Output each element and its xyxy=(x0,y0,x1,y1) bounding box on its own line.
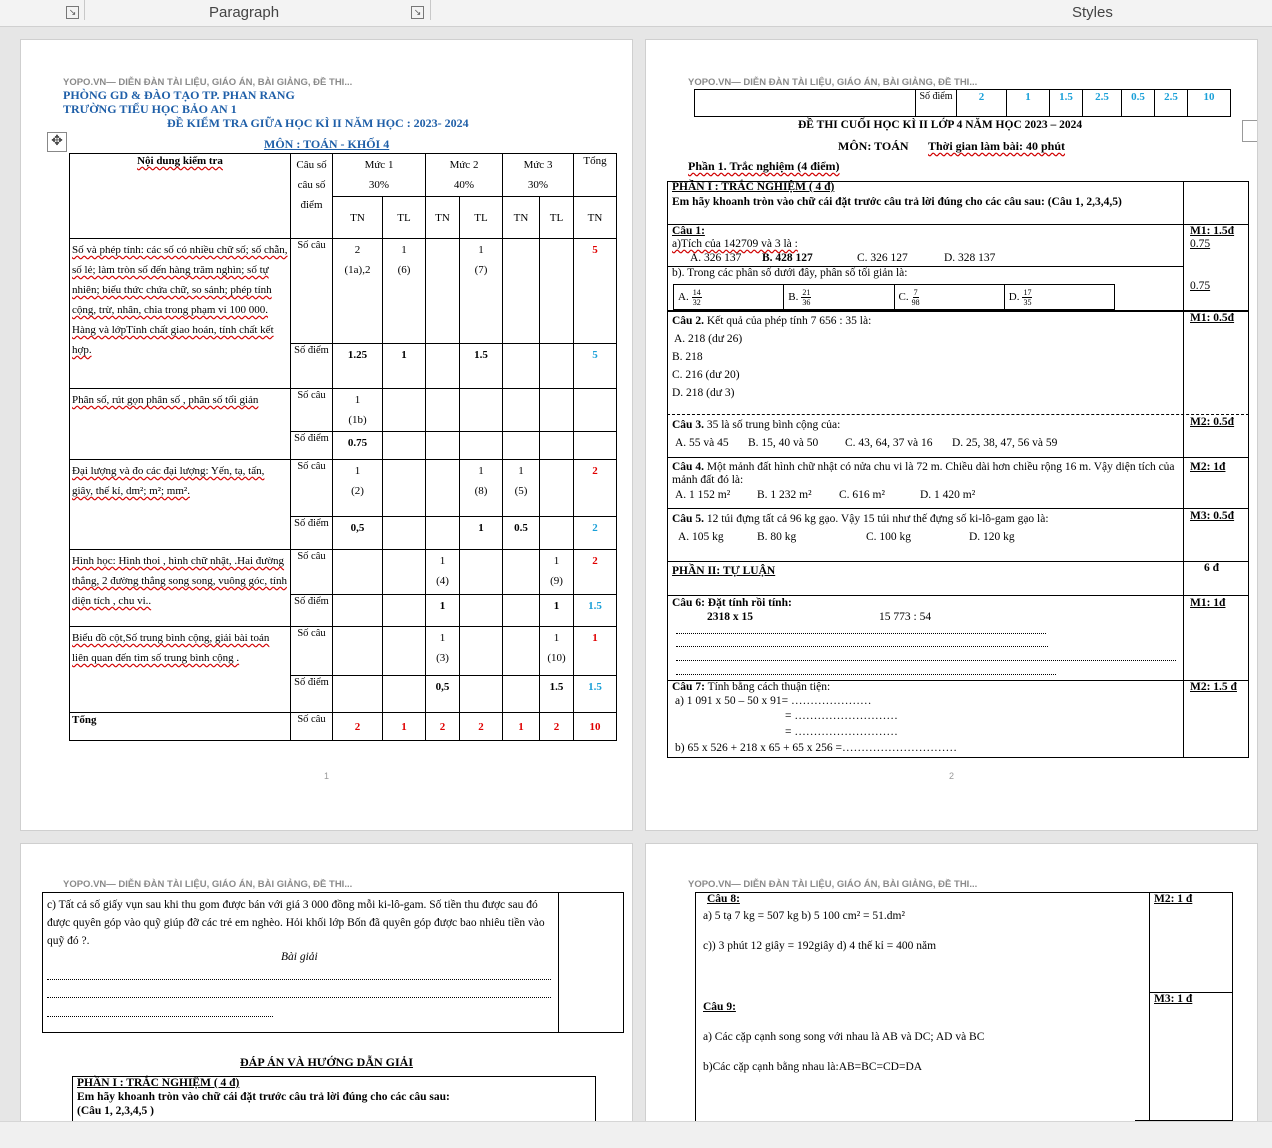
matrix-cell xyxy=(333,676,383,713)
question-5-level: M3: 0.5đ xyxy=(1190,510,1235,522)
fraction-options xyxy=(673,284,1115,310)
matrix-cell: 1 (10) xyxy=(540,627,574,676)
site-header: YOPO.VN— DIỄN ĐÀN TÀI LIỆU, GIÁO ÁN, BÀI GIẢNG, ĐỀ THI... xyxy=(688,77,978,88)
document-page-3[interactable] xyxy=(20,843,633,1135)
score-blank-cell xyxy=(695,90,916,117)
q3-option-a[interactable]: A. 55 và 45 xyxy=(675,437,729,449)
matrix-cell xyxy=(383,432,426,460)
matrix-cell xyxy=(503,595,540,627)
header-level3: Mức 3 xyxy=(523,159,553,171)
matrix-cell xyxy=(333,595,383,627)
matrix-cell xyxy=(383,676,426,713)
question-4-level: M2: 1đ xyxy=(1190,461,1226,473)
header-tn: TN xyxy=(333,197,383,239)
q1b-option-c[interactable]: C. $\frac{7}{98}$ xyxy=(895,285,1005,309)
question-2: Câu 2. Kết quả của phép tính 7 656 : 35 là: xyxy=(672,315,872,327)
fraction-denominator: 35 xyxy=(1023,297,1032,307)
document-page-2[interactable] xyxy=(645,39,1258,831)
matrix-cell: 1 xyxy=(540,595,574,627)
question-type-label: Số câu xyxy=(291,627,333,676)
layout-options-icon[interactable] xyxy=(1242,120,1258,142)
matrix-cell: 1 (5) xyxy=(503,460,540,517)
matrix-cell xyxy=(503,239,540,344)
fraction-numerator: 14 xyxy=(692,287,701,297)
matrix-cell xyxy=(333,627,383,676)
matrix-cell xyxy=(426,344,460,389)
question-4: Câu 4. Một mảnh đất hình chữ nhật có nửa chu vi là 72 m. Chiều dài hơn chiều rộng 16 m. Vậy diện tích của mảnh đất đó là: xyxy=(672,461,1175,486)
time-limit: Thời gian làm bài: 40 phút xyxy=(928,139,1066,153)
question-1a: a)Tích của 142709 và 3 là : xyxy=(672,238,798,250)
word-problem-text: c) Tất cả số giấy vụn sau khi thu gom được bán với giá 3 000 đồng mỗi ki-lô-gam. Số tiền thu được sau đó được quyên góp vào quỹ giúp đỡ các trẻ em nghèo. Hỏi khối lớp Bốn đã quyên góp được bao nhiêu tiền vào quỹ đó ?. xyxy=(47,899,545,947)
site-header: YOPO.VN— DIỄN ĐÀN TÀI LIỆU, GIÁO ÁN, BÀI GIẢNG, ĐỀ THI... xyxy=(688,879,978,890)
section1-title: PHẦN I : TRẮC NGHIỆM ( 4 đ) xyxy=(672,181,835,193)
q1a-option-c[interactable]: C. 326 127 xyxy=(857,252,908,264)
subject: MÔN: TOÁN xyxy=(838,139,909,153)
fraction-denominator: 32 xyxy=(692,297,701,307)
styles-group-label: Styles xyxy=(1072,4,1113,21)
matrix-cell: 1 (6) xyxy=(383,239,426,344)
header-level1-pct: 30% xyxy=(368,179,390,191)
question-6-a: 2318 x 15 xyxy=(707,611,753,623)
matrix-cell xyxy=(540,460,574,517)
question-type-label: Số câu xyxy=(291,460,333,517)
q5-option-b[interactable]: B. 80 kg xyxy=(757,531,797,543)
header-level2: Mức 2 xyxy=(449,159,479,171)
header-question: Câu số câu số điểm xyxy=(291,154,333,239)
q4-option-a[interactable]: A. 1 152 m² xyxy=(675,489,731,501)
instruction: Em hãy khoanh tròn vào chữ cái đặt trước câu trả lời đúng cho các câu sau: (Câu 1, 2,3,4,5) xyxy=(672,196,1122,208)
fraction-numerator: 21 xyxy=(802,287,811,297)
matrix-cell: 1 (9) xyxy=(540,550,574,595)
matrix-cell xyxy=(460,676,503,713)
question-type-label: Số câu xyxy=(291,550,333,595)
ribbon xyxy=(0,0,1272,27)
question-type-label: Số điểm xyxy=(291,595,333,627)
exam-title: ĐỀ THI CUỐI HỌC KÌ II LỚP 4 NĂM HỌC 2023 – 2024 xyxy=(798,119,1083,131)
total-cell: 10 xyxy=(574,713,617,741)
header-tn: TN xyxy=(503,197,540,239)
question-7: Câu 7: Tính bằng cách thuận tiện: xyxy=(672,681,831,693)
matrix-cell xyxy=(503,432,540,460)
question-1-label: Câu 1: xyxy=(672,225,705,237)
matrix-cell: 1 xyxy=(383,344,426,389)
matrix-cell: 1.25 xyxy=(333,344,383,389)
question-7-level: M2: 1.5 đ xyxy=(1190,681,1237,693)
ribbon-separator xyxy=(430,0,431,20)
paragraph-launcher-icon[interactable]: ↘ xyxy=(411,6,424,19)
q3-option-c[interactable]: C. 43, 64, 37 và 16 xyxy=(845,437,933,449)
matrix-cell xyxy=(383,627,426,676)
q5-option-c[interactable]: C. 100 kg xyxy=(866,531,912,543)
question-type-label: Số điểm xyxy=(291,344,333,389)
question-7-a: a) 1 091 x 50 – 50 x 91= ………………… xyxy=(675,695,872,707)
matrix-cell xyxy=(426,517,460,550)
solution-label: Bài giải xyxy=(281,951,318,963)
page-number: 1 xyxy=(324,771,330,781)
document-page-1[interactable] xyxy=(20,39,633,831)
subject-title: MÔN : TOÁN - KHỐI 4 xyxy=(264,137,390,151)
answer-instruction-2: (Câu 1, 2,3,4,5 ) xyxy=(77,1105,154,1117)
matrix-cell xyxy=(503,389,540,432)
header-tn: TN xyxy=(574,197,617,239)
question-1a-points: 0.75 xyxy=(1190,238,1211,250)
clipboard-launcher-icon[interactable]: ↘ xyxy=(66,6,79,19)
site-header: YOPO.VN— DIỄN ĐÀN TÀI LIỆU, GIÁO ÁN, BÀI GIẢNG, ĐỀ THI... xyxy=(63,879,353,890)
fraction-numerator: 17 xyxy=(1023,287,1032,297)
matrix-cell xyxy=(383,460,426,517)
paragraph-group-label: Paragraph xyxy=(209,4,280,21)
question-9-level: M3: 1 đ xyxy=(1154,993,1193,1005)
school-name: TRƯỜNG TIỂU HỌC BẢO AN 1 xyxy=(63,102,237,116)
exam-title: ĐỀ KIỂM TRA GIỮA HỌC KÌ II NĂM HỌC : 2023- 2024 xyxy=(167,116,469,130)
part1-heading: Phần 1. Trắc nghiệm (4 điểm) xyxy=(688,159,840,173)
total-label: Tổng xyxy=(70,713,291,741)
matrix-cell xyxy=(540,389,574,432)
header-tn: TN xyxy=(426,197,460,239)
q1b-option-b[interactable]: B. $\frac{21}{36}$ xyxy=(784,285,894,309)
matrix-cell: 0,5 xyxy=(426,676,460,713)
matrix-cell: 0.75 xyxy=(333,432,383,460)
matrix-cell xyxy=(540,344,574,389)
matrix-cell xyxy=(460,627,503,676)
matrix-cell xyxy=(540,239,574,344)
section2-title: PHẦN II: TỰ LUẬN xyxy=(672,565,776,577)
question-2-level: M1: 0.5đ xyxy=(1190,312,1235,324)
matrix-cell xyxy=(383,517,426,550)
q4-option-b[interactable]: B. 1 232 m² xyxy=(757,489,812,501)
matrix-cell xyxy=(503,676,540,713)
matrix-cell: 0,5 xyxy=(333,517,383,550)
score-cell: 0.5 xyxy=(1122,90,1155,117)
question-9-answer-a: a) Các cặp cạnh song song với nhau là AB và DC; AD và BC xyxy=(703,1031,985,1043)
header-total: Tổng xyxy=(574,154,617,197)
score-cell: 2.5 xyxy=(1155,90,1188,117)
question-1b-points: 0.75 xyxy=(1190,280,1211,292)
matrix-cell xyxy=(426,389,460,432)
matrix-cell: 0.5 xyxy=(503,517,540,550)
matrix-cell xyxy=(383,595,426,627)
status-bar xyxy=(0,1121,1272,1148)
matrix-cell: 2 (1a),2 xyxy=(333,239,383,344)
matrix-cell: 5 xyxy=(574,239,617,344)
q4-option-d[interactable]: D. 1 420 m² xyxy=(920,489,976,501)
matrix-cell: 1.5 xyxy=(574,676,617,713)
matrix-cell: 1 xyxy=(460,517,503,550)
total-cell: 2 xyxy=(540,713,574,741)
score-cell: 2 xyxy=(957,90,1007,117)
matrix-cell xyxy=(426,432,460,460)
score-table xyxy=(694,89,1231,117)
matrix-cell: 2 xyxy=(574,550,617,595)
matrix-cell: 1 (7) xyxy=(460,239,503,344)
question-3: Câu 3. 35 là số trung bình cộng của: xyxy=(672,419,841,431)
question-9: Câu 9: xyxy=(703,1001,736,1013)
q1a-option-a[interactable]: A. 326 137 xyxy=(690,252,742,264)
q4-option-c[interactable]: C. 616 m² xyxy=(839,489,885,501)
question-6: Câu 6: Đặt tính rồi tính: xyxy=(672,597,792,609)
header-content: Nội dung kiếm tra xyxy=(137,155,223,167)
matrix-table xyxy=(69,153,617,741)
score-label: Số điểm xyxy=(916,90,957,117)
question-7-a-step2: = ……………………… xyxy=(785,710,898,722)
fraction-denominator: 98 xyxy=(911,297,920,307)
score-cell: 10 xyxy=(1188,90,1231,117)
header-tl: TL xyxy=(540,197,574,239)
matrix-cell xyxy=(540,432,574,460)
q1b-option-d[interactable]: D. $\frac{17}{35}$ xyxy=(1008,287,1032,307)
document-page-4[interactable] xyxy=(645,843,1258,1135)
question-1b: b). Trong các phân số dưới đây, phân số tối giản là: xyxy=(672,267,908,279)
score-cell: 1.5 xyxy=(1050,90,1083,117)
q1a-option-d[interactable]: D. 328 137 xyxy=(944,252,996,264)
matrix-cell xyxy=(574,432,617,460)
answer-section1: PHẦN I : TRẮC NGHIỆM ( 4 đ) xyxy=(77,1077,240,1089)
q2-option-c[interactable]: C. 216 (dư 20) xyxy=(672,369,740,381)
matrix-cell: 1.5 xyxy=(574,595,617,627)
matrix-cell xyxy=(383,389,426,432)
question-8-answer-cd: c)) 3 phút 12 giây = 192giây d) 4 thế kỉ = 400 năm xyxy=(703,940,937,952)
matrix-cell xyxy=(426,239,460,344)
question-5: Câu 5. 12 túi đựng tất cả 96 kg gạo. Vậy 15 túi như thế đựng số ki-lô-gam gạo là: xyxy=(672,513,1049,525)
header-tl: TL xyxy=(383,197,426,239)
question-1-level: M1: 1.5đ xyxy=(1190,225,1235,237)
content-cell: Số và phép tính: các số có nhiều chữ số; số chẵn, số lẻ; làm tròn số đến hàng trăm nghìn; số tự nhiên; biểu thức chứa chữ, so sánh; phép tính cộng, trừ, nhân, chia trong phạm vi 100 000. Hàng và lớpTính chất giao hoán, tính chất kết hợp. xyxy=(70,239,291,389)
total-cell: 2 xyxy=(333,713,383,741)
header-level2-pct: 40% xyxy=(453,179,475,191)
site-header: YOPO.VN— DIỄN ĐÀN TÀI LIỆU, GIÁO ÁN, BÀI GIẢNG, ĐỀ THI... xyxy=(63,77,353,88)
matrix-cell xyxy=(460,432,503,460)
q3-option-d[interactable]: D. 25, 38, 47, 56 và 59 xyxy=(952,437,1058,449)
matrix-cell: 1 xyxy=(574,627,617,676)
q5-option-a[interactable]: A. 105 kg xyxy=(678,531,724,543)
question-6-b: 15 773 : 54 xyxy=(879,611,932,623)
total-sub-label: Số câu xyxy=(291,713,333,741)
matrix-cell: 1 (8) xyxy=(460,460,503,517)
score-column-rule xyxy=(1183,181,1184,758)
content-cell: Biểu đồ cột,Số trung bình cộng, giải bài toán liên quan đến tìm số trung bình cộng . xyxy=(70,627,291,713)
q2-option-b[interactable]: B. 218 xyxy=(672,351,703,363)
ribbon-separator xyxy=(84,0,85,20)
matrix-cell: 1 (1b) xyxy=(333,389,383,432)
matrix-cell xyxy=(383,550,426,595)
fraction-denominator: 36 xyxy=(802,297,811,307)
content-cell: Đại lượng và đo các đại lượng: Yến, tạ, tấn, giây, thế kỉ, dm²; m²; mm². xyxy=(70,460,291,550)
question-type-label: Số điểm xyxy=(291,517,333,550)
matrix-cell xyxy=(460,595,503,627)
q3-option-b[interactable]: B. 15, 40 và 50 xyxy=(748,437,819,449)
matrix-cell: 1 (3) xyxy=(426,627,460,676)
total-cell: 1 xyxy=(503,713,540,741)
question-8: Câu 8: xyxy=(707,893,740,905)
question-7-b: b) 65 x 526 + 218 x 65 + 65 x 256 =………………………… xyxy=(675,742,958,754)
section2-points: 6 đ xyxy=(1204,562,1220,574)
question-type-label: Số câu xyxy=(291,239,333,344)
matrix-cell: 2 xyxy=(574,517,617,550)
q2-option-d[interactable]: D. 218 (dư 3) xyxy=(672,387,735,399)
header-level1: Mức 1 xyxy=(364,159,394,171)
answer-key-title: ĐÁP ÁN VÀ HƯỚNG DẪN GIẢI xyxy=(240,1055,414,1069)
matrix-cell xyxy=(503,344,540,389)
matrix-cell: 1.5 xyxy=(540,676,574,713)
matrix-cell xyxy=(426,460,460,517)
q1a-option-b[interactable]: B. 428 127 xyxy=(762,252,813,264)
question-7-a-step3: = ……………………… xyxy=(785,726,898,738)
score-cell: 2.5 xyxy=(1083,90,1122,117)
header-tl: TL xyxy=(460,197,503,239)
matrix-cell: 1.5 xyxy=(460,344,503,389)
matrix-cell: 1 xyxy=(426,595,460,627)
matrix-cell: 2 xyxy=(574,460,617,517)
content-cell: Phân số, rút gọn phân số , phân số tối giản xyxy=(70,389,291,460)
matrix-cell xyxy=(574,389,617,432)
q5-option-d[interactable]: D. 120 kg xyxy=(969,531,1015,543)
page-number: 2 xyxy=(949,771,955,781)
question-8-level: M2: 1 đ xyxy=(1154,893,1193,905)
matrix-cell xyxy=(460,389,503,432)
fraction-numerator: 7 xyxy=(913,287,918,297)
matrix-cell: 5 xyxy=(574,344,617,389)
question-9-answer-b: b)Các cặp cạnh bằng nhau là:AB=BC=CD=DA xyxy=(703,1061,923,1073)
table-move-handle-icon[interactable]: ✥ xyxy=(47,132,67,152)
header-level3-pct: 30% xyxy=(527,179,549,191)
question-6-level: M1: 1đ xyxy=(1190,597,1226,609)
question-8-answer-ab: a) 5 tạ 7 kg = 507 kg b) 5 100 cm² = 51.dm² xyxy=(703,910,905,922)
answer-instruction: Em hãy khoanh tròn vào chữ cái đặt trước câu trả lời đúng cho các câu sau: xyxy=(77,1091,450,1103)
matrix-cell xyxy=(540,517,574,550)
matrix-cell xyxy=(503,627,540,676)
department-name: PHÒNG GD & ĐÀO TẠO TP. PHAN RANG xyxy=(63,88,295,102)
total-cell: 2 xyxy=(460,713,503,741)
question-type-label: Số điểm xyxy=(291,676,333,713)
q1b-option-a[interactable]: A. $\frac{14}{32}$ xyxy=(674,285,784,309)
content-cell: Hình học: Hình thoi , hình chữ nhật, .Hai đường thẳng, 2 đường thẳng song song, vuông góc, tính diện tích , chu vi.. xyxy=(70,550,291,627)
matrix-cell xyxy=(333,550,383,595)
total-cell: 2 xyxy=(426,713,460,741)
question-3-level: M2: 0.5đ xyxy=(1190,416,1235,428)
question-type-label: Số điểm xyxy=(291,432,333,460)
total-cell: 1 xyxy=(383,713,426,741)
matrix-cell xyxy=(460,550,503,595)
matrix-cell: 1 (2) xyxy=(333,460,383,517)
matrix-cell: 1 (4) xyxy=(426,550,460,595)
q2-option-a[interactable]: A. 218 (dư 26) xyxy=(674,333,743,345)
question-type-label: Số câu xyxy=(291,389,333,432)
score-cell: 1 xyxy=(1007,90,1050,117)
matrix-cell xyxy=(503,550,540,595)
